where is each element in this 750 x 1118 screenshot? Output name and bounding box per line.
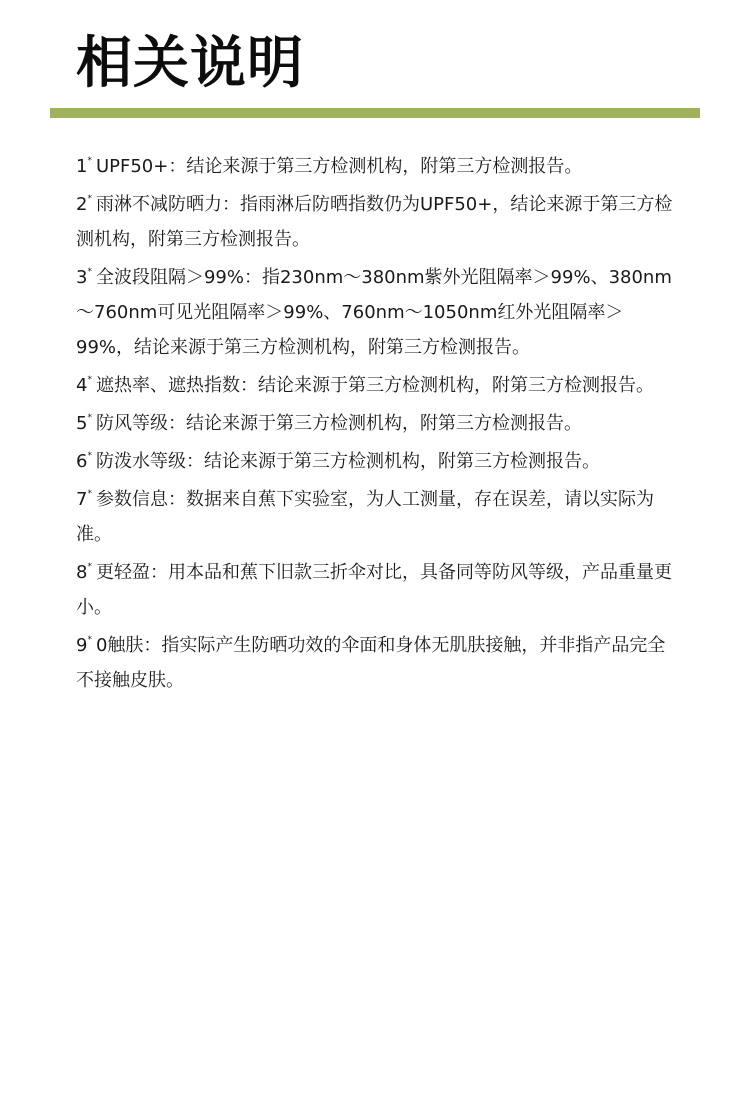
note-item-4 — [76, 365, 676, 403]
note-number: 3 — [76, 267, 88, 288]
note-number: 7 — [76, 489, 88, 510]
note-asterisk: * — [87, 413, 92, 423]
note-text: 更轻盈：用本品和蕉下旧款三折伞对比，具备同等防风等级，产品重量更小。 — [76, 562, 672, 618]
page-title: 相关说明 — [76, 31, 304, 96]
note-text: 雨淋不减防晒力：指雨淋后防晒指数仍为UPF50+，结论来源于第三方检测机构，附第三方检测报告。 — [76, 194, 673, 250]
note-item-9 — [76, 625, 676, 698]
note-asterisk: * — [87, 489, 92, 499]
note-text: 参数信息：数据来自蕉下实验室，为人工测量，存在误差，请以实际为准。 — [76, 489, 654, 545]
note-item-5 — [76, 403, 676, 441]
note-asterisk: * — [87, 635, 92, 645]
note-asterisk: * — [87, 451, 92, 461]
title-underline-bar — [50, 108, 700, 118]
note-item-6 — [76, 441, 676, 479]
notes-list — [76, 146, 676, 698]
note-asterisk: * — [87, 156, 92, 166]
note-number: 6 — [76, 451, 88, 472]
note-text: 遮热率、遮热指数：结论来源于第三方检测机构，附第三方检测报告。 — [95, 375, 654, 396]
note-text: UPF50+：结论来源于第三方检测机构，附第三方检测报告。 — [95, 156, 583, 177]
note-item-2 — [76, 184, 676, 257]
note-item-1 — [76, 146, 676, 184]
note-text: 防风等级：结论来源于第三方检测机构，附第三方检测报告。 — [95, 413, 582, 434]
note-number: 4 — [76, 375, 88, 396]
note-item-7 — [76, 479, 676, 552]
note-asterisk: * — [87, 267, 92, 277]
note-asterisk: * — [87, 194, 92, 204]
note-item-8 — [76, 552, 676, 625]
note-item-3 — [76, 257, 676, 365]
note-number: 9 — [76, 635, 88, 656]
note-asterisk: * — [87, 375, 92, 385]
note-number: 8 — [76, 562, 88, 583]
note-number: 1 — [76, 156, 88, 177]
note-number: 5 — [76, 413, 88, 434]
note-number: 2 — [76, 194, 88, 215]
note-asterisk: * — [87, 562, 92, 572]
note-text: 全波段阻隔＞99%：指230nm～380nm紫外光阻隔率＞99%、380nm～760nm可见光阻隔率＞99%、760nm～1050nm红外光阻隔率＞99%，结论来源于第三方检测机构，附第三方检测报告。 — [76, 267, 672, 358]
note-text: 防泼水等级：结论来源于第三方检测机构，附第三方检测报告。 — [95, 451, 600, 472]
note-text: 0触肤：指实际产生防晒功效的伞面和身体无肌肤接触，并非指产品完全不接触皮肤。 — [76, 635, 666, 691]
